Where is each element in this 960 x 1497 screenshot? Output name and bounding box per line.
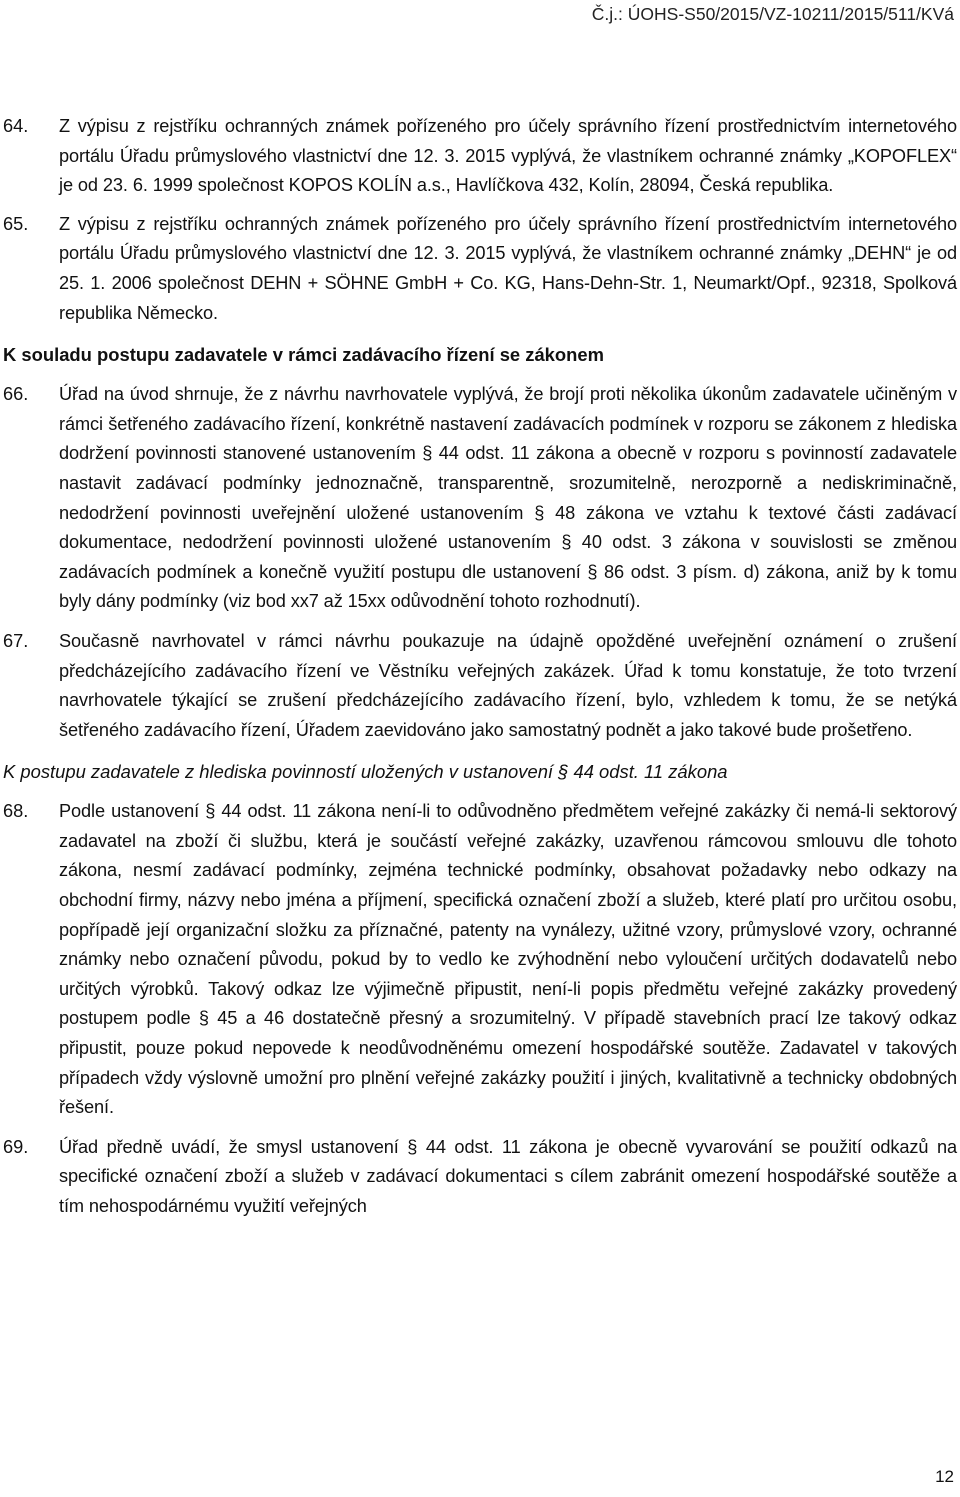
paragraph-number: 69. (3, 1136, 29, 1157)
paragraph-65 (0, 210, 957, 328)
section-heading-compliance: K souladu postupu zadavatele v rámci zadávacího řízení se zákonem (3, 344, 604, 366)
paragraph-64 (0, 112, 957, 201)
paragraph-text: Současně navrhovatel v rámci návrhu poukazuje na údajně opožděné uveřejnění oznámení o zrušení předcházejícího zadávacího řízení ve Věstníku veřejných zakázek. Úřad k tomu konstatuje, že toto tvrzení navrhovatele týkající se zrušení předcházejícího zadávacího řízení, bylo, vzhledem k tomu, že se netýká šetřeného zadávacího řízení, Úřadem zaevidováno jako samostatný podnět a jako takové bude prošetřeno. (59, 630, 957, 740)
paragraph-66 (0, 380, 957, 617)
document-body (0, 112, 960, 1222)
paragraph-number: 66. (3, 384, 29, 405)
paragraph-text: Úřad na úvod shrnuje, že z návrhu navrhovatele vyplývá, že brojí proti několika úkonům zadavatele učiněným v rámci šetřeného zadávacího řízení, konkrétně nastavení zadávacích podmínek v rozporu se zákonem z hlediska dodržení povinnosti stanovené ustanovením § 44 odst. 11 zákona a obecně v rozporu s povinností zadavatele nastavit zadávací podmínky jednoznačně, transparentně, srozumitelně, nerozporně a nediskriminačně, nedodržení povinnosti uveřejnění uložené ustanovením § 48 zákona ve vztahu k textové části zadávací dokumentace, nedodržení povinnosti uložené ustanovením § 40 odst. 3 zákona v souvislosti se změnou zadávacích podmínek a konečně využití postupu dle ustanovení § 86 odst. 3 písm. d) zákona, aniž by k tomu byly dány podmínky (viz bod xx7 až 15xx odůvodnění tohoto rozhodnutí). (59, 384, 957, 612)
section-heading-obligations: K postupu zadavatele z hlediska povinností uložených v ustanovení § 44 odst. 11 zákona (3, 761, 728, 783)
paragraph-69 (0, 1133, 957, 1222)
paragraph-text: Z výpisu z rejstříku ochranných známek pořízeného pro účely správního řízení prostřednictvím internetového portálu Úřadu průmyslového vlastnictví dne 12. 3. 2015 vyplývá, že vlastníkem ochranné známky „DEHN“ je od 25. 1. 2006 společnost DEHN + SÖHNE GmbH + Co. KG, Hans-Dehn-Str. 1, Neumarkt/Opf., 92318, Spolková republika Německo. (59, 213, 957, 323)
paragraph-number: 65. (3, 213, 29, 234)
paragraph-number: 67. (3, 630, 29, 651)
paragraph-text: Podle ustanovení § 44 odst. 11 zákona není-li to odůvodněno předmětem veřejné zakázky či nemá-li sektorový zadavatel na zboží či službu, která je součástí veřejné zakázky, uzavřenou rámcovou smlouvu dle tohoto zákona, nesmí zadávací podmínky, zejména technické podmínky, obsahovat požadavky nebo odkazy na obchodní firmy, názvy nebo jména a příjmení, specifická označení zboží a služeb, které platí pro určitou osobu, popřípadě její organizační složku za příznačné, patenty na vynálezy, užitné vzory, průmyslové vzory, ochranné známky nebo označení původu, pokud by to vedlo ke zvýhodnění nebo vyloučení určitých dodavatelů nebo určitých výrobků. Takový odkaz lze výjimečně připustit, není-li popis předmětu veřejné zakázky provedený postupem podle § 45 a 46 dostatečně přesný a srozumitelný. V případě stavebních prací lze takový odkaz připustit, pouze pokud nepovede k neodůvodněnému omezení hospodářské soutěže. Zadavatel v takových případech vždy výslovně umožní pro plnění veřejné zakázky použití i jiných, kvalitativně a technicky obdobných řešení. (59, 801, 957, 1118)
paragraph-68 (0, 797, 957, 1123)
paragraph-number: 68. (3, 801, 29, 822)
case-reference-header: Č.j.: ÚOHS-S50/2015/VZ-10211/2015/511/KVá (591, 4, 954, 24)
paragraph-number: 64. (3, 116, 29, 136)
page-number: 12 (935, 1467, 954, 1486)
paragraph-text: Úřad předně uvádí, že smysl ustanovení § 44 odst. 11 zákona je obecně vyvarování se použití odkazů na specifické označení zboží a služeb v zadávací dokumentaci s cílem zabránit omezení hospodářské soutěže a tím nehospodárnému využití veřejných (59, 1136, 957, 1216)
paragraph-67 (0, 627, 957, 745)
paragraph-text: Z výpisu z rejstříku ochranných známek pořízeného pro účely správního řízení prostřednictvím internetového portálu Úřadu průmyslového vlastnictví dne 12. 3. 2015 vyplývá, že vlastníkem ochranné známky „KOPOFLEX“ je od 23. 6. 1999 společnost KOPOS KOLÍN a.s., Havlíčkova 432, Kolín, 28094, Česká republika. (59, 116, 957, 196)
